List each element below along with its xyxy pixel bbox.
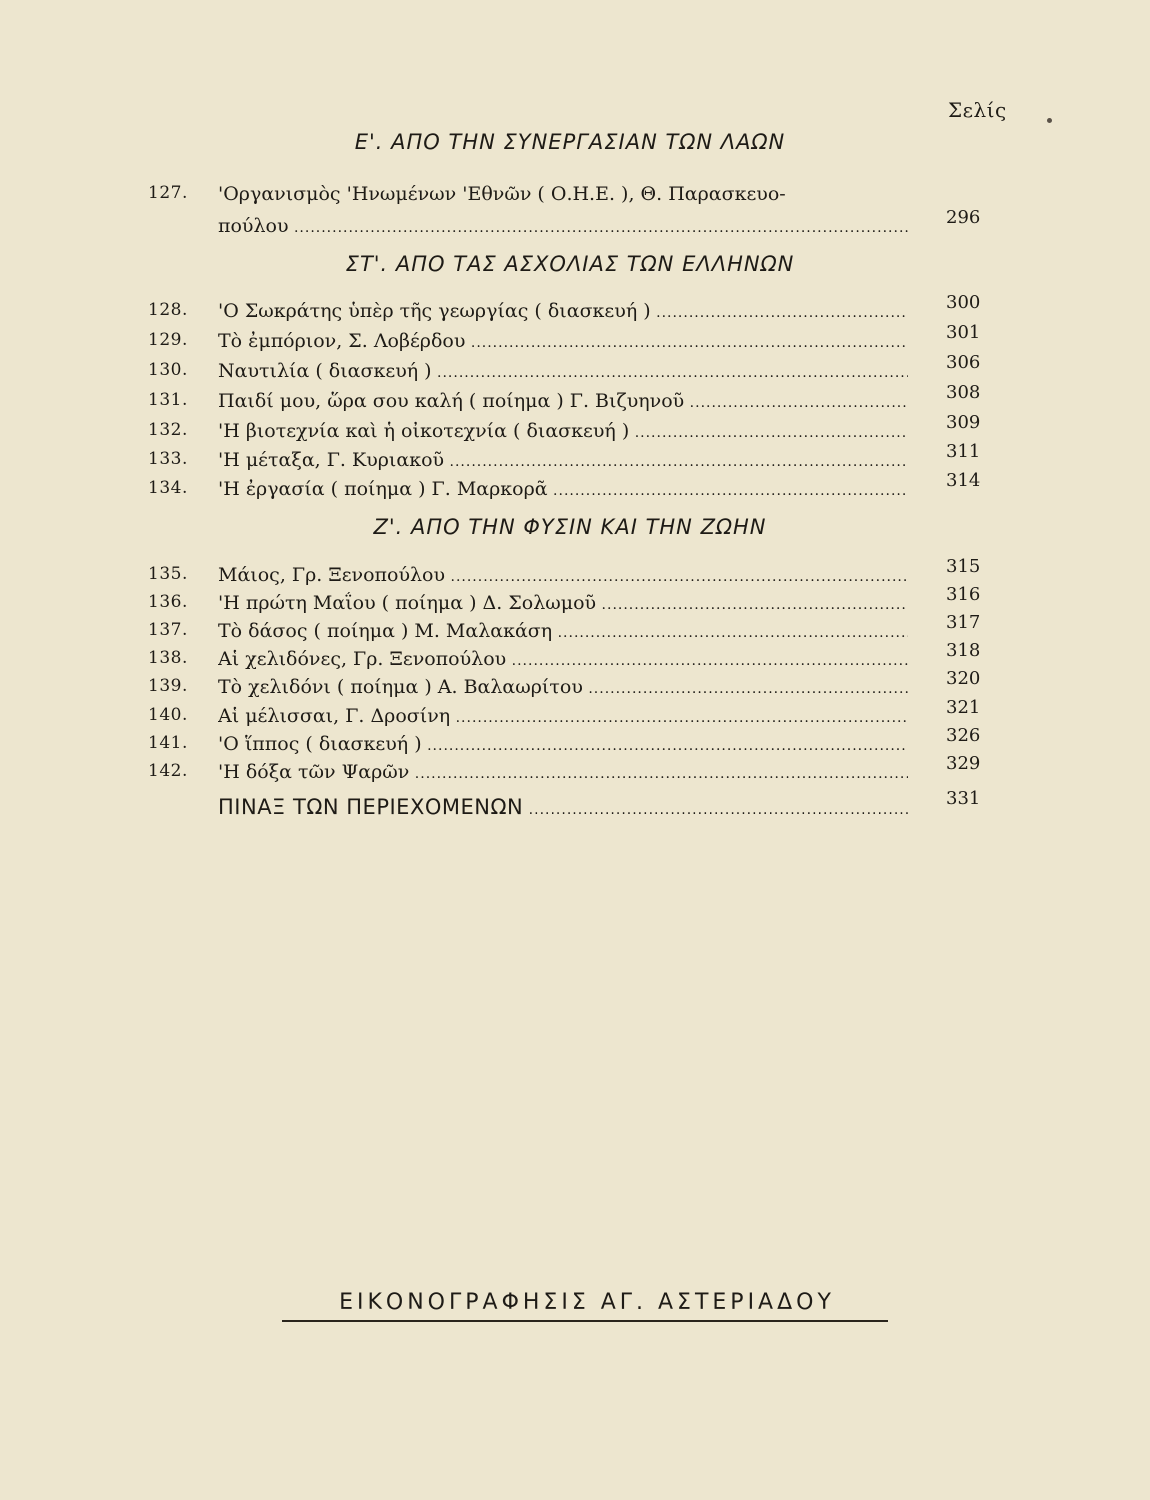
entry-number: 130.	[148, 360, 188, 380]
entry-number: 138.	[148, 648, 188, 668]
toc-entry	[148, 725, 998, 761]
entry-number: 128.	[148, 300, 188, 320]
entry-title: 'Οργανισμὸς 'Ηνωμένων 'Εθνῶν ( Ο.Η.Ε. ), Θ. Παρασκευο-	[218, 183, 786, 205]
entry-page: 326	[946, 725, 981, 746]
credit-underline	[282, 1320, 888, 1322]
page-column-label: Σελίς	[948, 98, 1007, 122]
entry-page: 317	[946, 612, 981, 633]
entry-page: 320	[946, 668, 981, 689]
entry-title-continued: πούλου .....	[218, 215, 908, 237]
entry-title: Τὸ ἐμπόριον, Σ. Λοβέρδου .....	[218, 330, 908, 352]
index-entry	[218, 795, 908, 823]
toc-entry	[148, 668, 998, 704]
entry-title: 'Η ἐργασία ( ποίημα ) Γ. Μαρκορᾶ .....	[218, 478, 908, 500]
entry-number: 141.	[148, 733, 188, 753]
entry-title: 'Η μέταξα, Γ. Κυριακοῦ .....	[218, 449, 908, 471]
entry-number: 127.	[148, 183, 188, 203]
entry-number: 136.	[148, 592, 188, 612]
entry-title: Τὸ χελιδόνι ( ποίημα ) Α. Βαλαωρίτου .....	[218, 676, 908, 698]
entry-page: 321	[946, 697, 981, 718]
entry-title: Αἱ χελιδόνες, Γρ. Ξενοπούλου .....	[218, 648, 908, 670]
entry-title: 'Ο Σωκράτης ὑπὲρ τῆς γεωργίας ( διασκευή ) .....	[218, 300, 908, 322]
toc-entry	[148, 441, 998, 477]
ink-dot	[1047, 118, 1052, 123]
entry-number: 134.	[148, 478, 188, 498]
section-heading: ΣΤ'. ΑΠΟ ΤΑΣ ΑΣΧΟΛΙΑΣ ΤΩΝ ΕΛΛΗΝΩΝ	[345, 252, 795, 276]
section-heading: Ζ'. ΑΠΟ ΤΗΝ ΦΥΣΙΝ ΚΑΙ ΤΗΝ ΖΩΗΝ	[373, 515, 767, 539]
entry-page: 301	[946, 322, 981, 343]
toc-entry	[148, 382, 998, 418]
toc-entry	[148, 640, 998, 676]
toc-entry	[148, 470, 998, 506]
toc-entry	[148, 753, 998, 789]
entry-number: 142.	[148, 761, 188, 781]
entry-title: 'Η δόξα τῶν Ψαρῶν .....	[218, 761, 908, 783]
entry-title: Μάιος, Γρ. Ξενοπούλου .....	[218, 564, 908, 586]
entry-title: 'Ο ἵππος ( διασκευή ) .....	[218, 733, 908, 755]
entry-number: 135.	[148, 564, 188, 584]
entry-title: 'Η πρώτη Μαΐου ( ποίημα ) Δ. Σολωμοῦ .....	[218, 592, 908, 614]
toc-entry	[148, 352, 998, 388]
entry-title: 'Η βιοτεχνία καὶ ἡ οἰκοτεχνία ( διασκευή ) .....	[218, 420, 908, 442]
toc-entry	[148, 412, 998, 448]
entry-page: 314	[946, 470, 981, 491]
entry-number: 139.	[148, 676, 188, 696]
entry-number: 129.	[148, 330, 188, 350]
toc-entry	[148, 584, 998, 620]
entry-title: Αἱ μέλισσαι, Γ. Δροσίνη .....	[218, 705, 908, 727]
toc-entry	[148, 292, 998, 328]
section-heading: Ε'. ΑΠΟ ΤΗΝ ΣΥΝΕΡΓΑΣΙΑΝ ΤΩΝ ΛΑΩΝ	[354, 130, 786, 154]
toc-entry	[148, 697, 998, 733]
entry-title: Τὸ δάσος ( ποίημα ) Μ. Μαλακάση .....	[218, 620, 908, 642]
entry-page: 315	[946, 556, 981, 577]
toc-entry	[148, 322, 998, 358]
toc-entry	[148, 556, 998, 592]
entry-number: 140.	[148, 705, 188, 725]
index-title: ΠΙΝΑΞ ΤΩΝ ΠΕΡΙΕΧΟΜΕΝΩΝ .....	[218, 795, 908, 819]
entry-number: 133.	[148, 449, 188, 469]
illustration-credit: ΕΙΚΟΝΟΓΡΑΦΗΣΙΣ ΑΓ. ΑΣΤΕΡΙΑΔΟΥ	[339, 1290, 835, 1315]
entry-page: 300	[946, 292, 981, 313]
entry-number: 137.	[148, 620, 188, 640]
entry-page: 329	[946, 753, 981, 774]
entry-page: 296	[946, 207, 981, 228]
entry-page: 318	[946, 640, 981, 661]
index-page: 331	[946, 788, 981, 809]
entry-page: 306	[946, 352, 981, 373]
entry-page: 311	[946, 441, 981, 462]
toc-entry	[148, 612, 998, 648]
toc-entry	[148, 183, 998, 243]
entry-page: 308	[946, 382, 981, 403]
entry-number: 131.	[148, 390, 188, 410]
entry-title: Ναυτιλία ( διασκευή ) .....	[218, 360, 908, 382]
entry-number: 132.	[148, 420, 188, 440]
entry-page: 309	[946, 412, 981, 433]
entry-page: 316	[946, 584, 981, 605]
entry-title: Παιδί μου, ὥρα σου καλή ( ποίημα ) Γ. Βιζυηνοῦ .....	[218, 390, 908, 412]
